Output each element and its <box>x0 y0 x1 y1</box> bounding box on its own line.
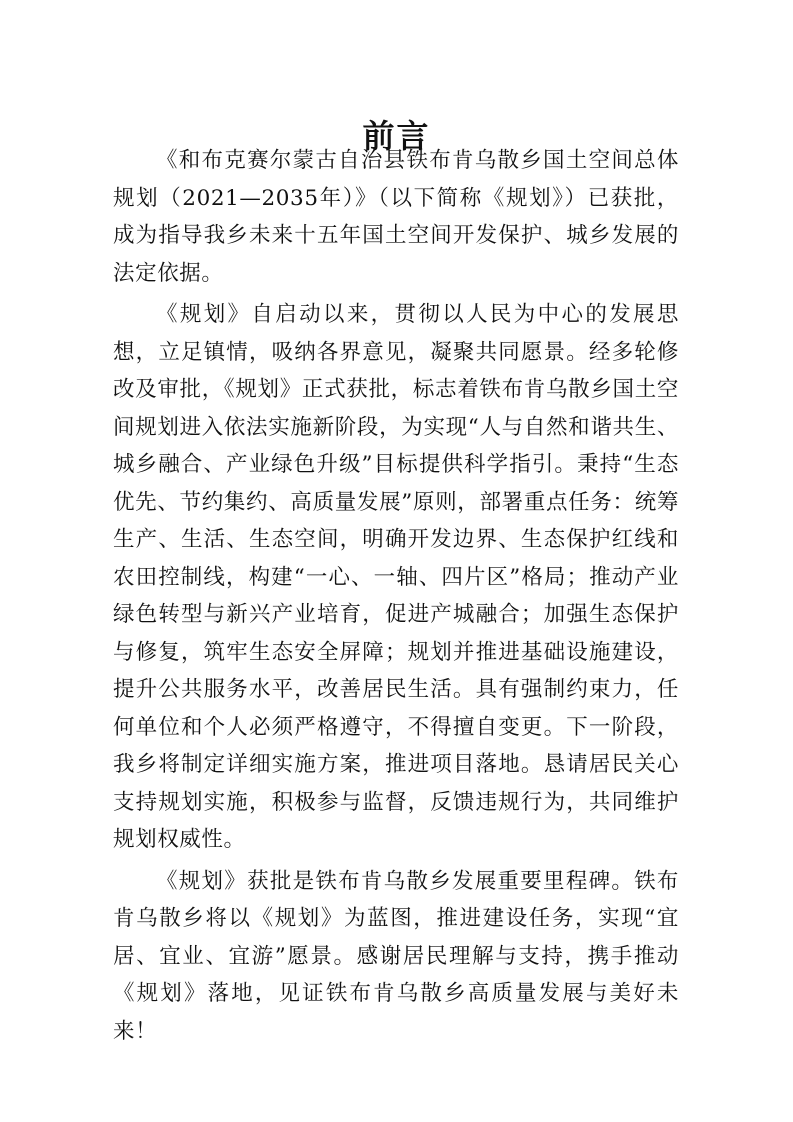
paragraph-main: 《规划》自启动以来，贯彻以人民为中心的发展思想，立足镇情，吸纳各界意见，凝聚共同愿景。经多轮修改及审批，《规划》正式获批，标志着铁布肯乌散乡国土空间规划进入依法实施新阶段，为实现“人与自然和谐共生、城乡融合、产业绿色升级”目标提供科学指引。秉持“生态优先、节约集约、高质量发展”原则，部署重点任务：统筹生产、生活、生态空间，明确开发边界、生态保护红线和农田控制线，构建“一心、一轴、四片区”格局；推动产业绿色转型与新兴产业培育，促进产城融合；加强生态保护与修复，筑牢生态安全屏障；规划并推进基础设施建设，提升公共服务水平，改善居民生活。具有强制约束力，任何单位和个人必须严格遵守，不得擅自变更。下一阶段，我乡将制定详细实施方案，推进项目落地。恳请居民关心支持规划实施，积极参与监督，反馈违规行为，共同维护规划权威性。 <box>113 302 679 852</box>
body-text <box>113 142 679 1054</box>
paragraph-conclusion: 《规划》获批是铁布肯乌散乡发展重要里程碑。铁布肯乌散乡将以《规划》为蓝图，推进建设任务，实现“宜居、宜业、宜游”愿景。感谢居民理解与支持，携手推动《规划》落地，见证铁布肯乌散乡高质量发展与美好未来！ <box>113 868 679 1044</box>
paragraph-intro: 《和布克赛尔蒙古自治县铁布肯乌散乡国土空间总体规划（2021—2035年）》（以下简称《规划》）已获批，成为指导我乡未来十五年国土空间开发保护、城乡发展的法定依据。 <box>113 148 679 286</box>
page-title: 前言 <box>362 117 431 156</box>
